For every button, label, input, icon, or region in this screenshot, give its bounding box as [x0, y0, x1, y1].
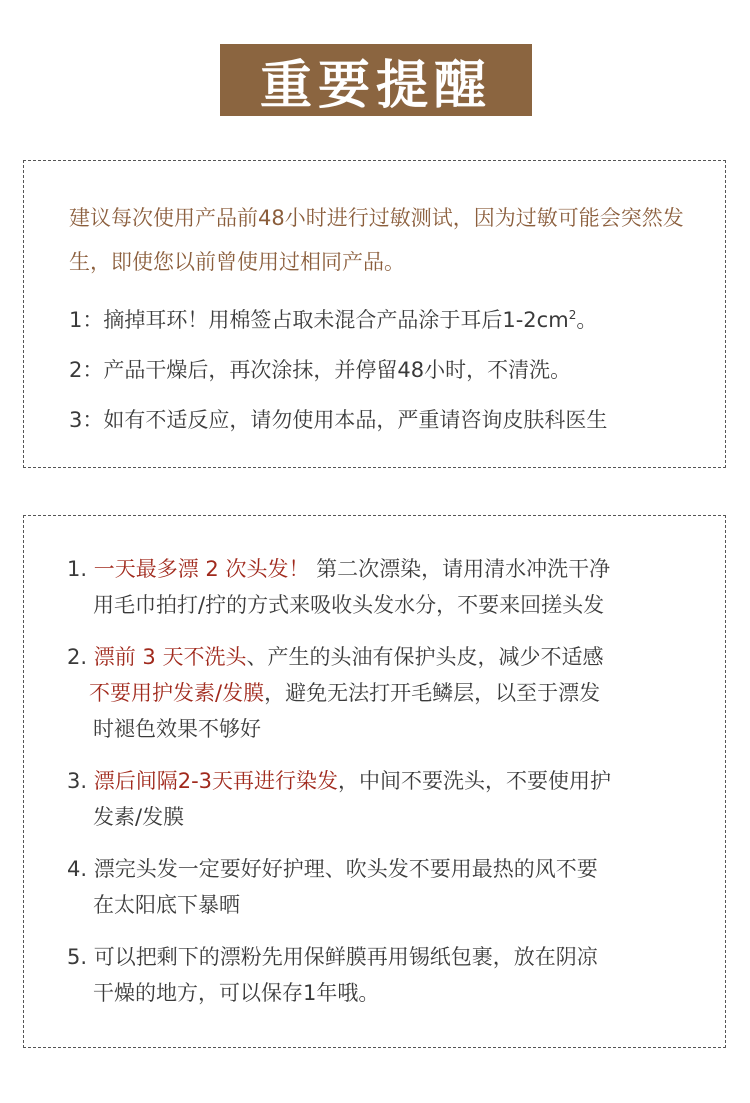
tip-highlight: 漂前 3 天不洗头: [93, 645, 247, 669]
step-text: 如有不适反应，请勿使用本品，严重请咨询皮肤科医生: [103, 408, 608, 432]
tip-item-4: [67, 851, 687, 923]
tip-text: 可以把剩下的漂粉先用保鲜膜再用锡纸包裹，放在阴凉: [93, 945, 598, 969]
step-number: 1：: [69, 308, 104, 332]
step-text: 摘掉耳环！用棉签占取未混合产品涂于耳后1-2cm: [103, 308, 569, 332]
tip-text: ，中间不要洗头，不要使用护: [338, 769, 612, 793]
tip-continuation: 在太阳底下暴晒: [93, 893, 240, 917]
tip-number: 3.: [67, 769, 88, 793]
tip-number: 1.: [67, 557, 88, 581]
tip-text: 第二次漂染，请用清水冲洗干净: [316, 557, 611, 581]
step-number: 3：: [69, 408, 104, 432]
page-title: 重要提醒: [220, 44, 532, 116]
tip-item-1: [67, 551, 687, 623]
tip-text: 、产生的头油有保护头皮，减少不适感: [246, 645, 604, 669]
tip-continuation: 干燥的地方，可以保存1年哦。: [93, 981, 380, 1005]
tip-number: 2.: [67, 645, 88, 669]
tip-text-2: ，避免无法打开毛鳞层，以至于漂发: [264, 681, 601, 705]
tip-continuation: 时褪色效果不够好: [93, 717, 261, 741]
allergy-intro: 建议每次使用产品前48小时进行过敏测试，因为过敏可能会突然发生，即使您以前曾使用过相同产品。: [69, 206, 684, 274]
step-number: 2：: [69, 358, 104, 382]
tip-number: 5.: [67, 945, 88, 969]
step-1: [69, 304, 597, 334]
step-3: [69, 404, 607, 434]
bleach-tips-box: [23, 515, 726, 1048]
step-tail: 。: [576, 308, 598, 332]
step-superscript: 2: [568, 308, 577, 322]
tip-highlight: 一天最多漂 2 次头发！: [93, 557, 310, 581]
tip-highlight: 漂后间隔2-3天再进行染发: [93, 769, 339, 793]
step-text: 产品干燥后，再次涂抹，并停留48小时，不清洗。: [103, 358, 572, 382]
tip-item-5: [67, 939, 687, 1011]
allergy-notice-box: [23, 160, 726, 468]
tip-continuation: 发素/发膜: [93, 805, 185, 829]
tip-text: 漂完头发一定要好好护理、吹头发不要用最热的风不要: [93, 857, 598, 881]
tip-number: 4.: [67, 857, 88, 881]
tip-highlight-2: 不要用护发素/发膜: [89, 681, 265, 705]
tip-item-2: [67, 639, 687, 747]
tip-continuation: 用毛巾拍打/拧的方式来吸收头发水分，不要来回搓头发: [93, 593, 605, 617]
tip-item-3: [67, 763, 687, 835]
step-2: [69, 354, 571, 384]
